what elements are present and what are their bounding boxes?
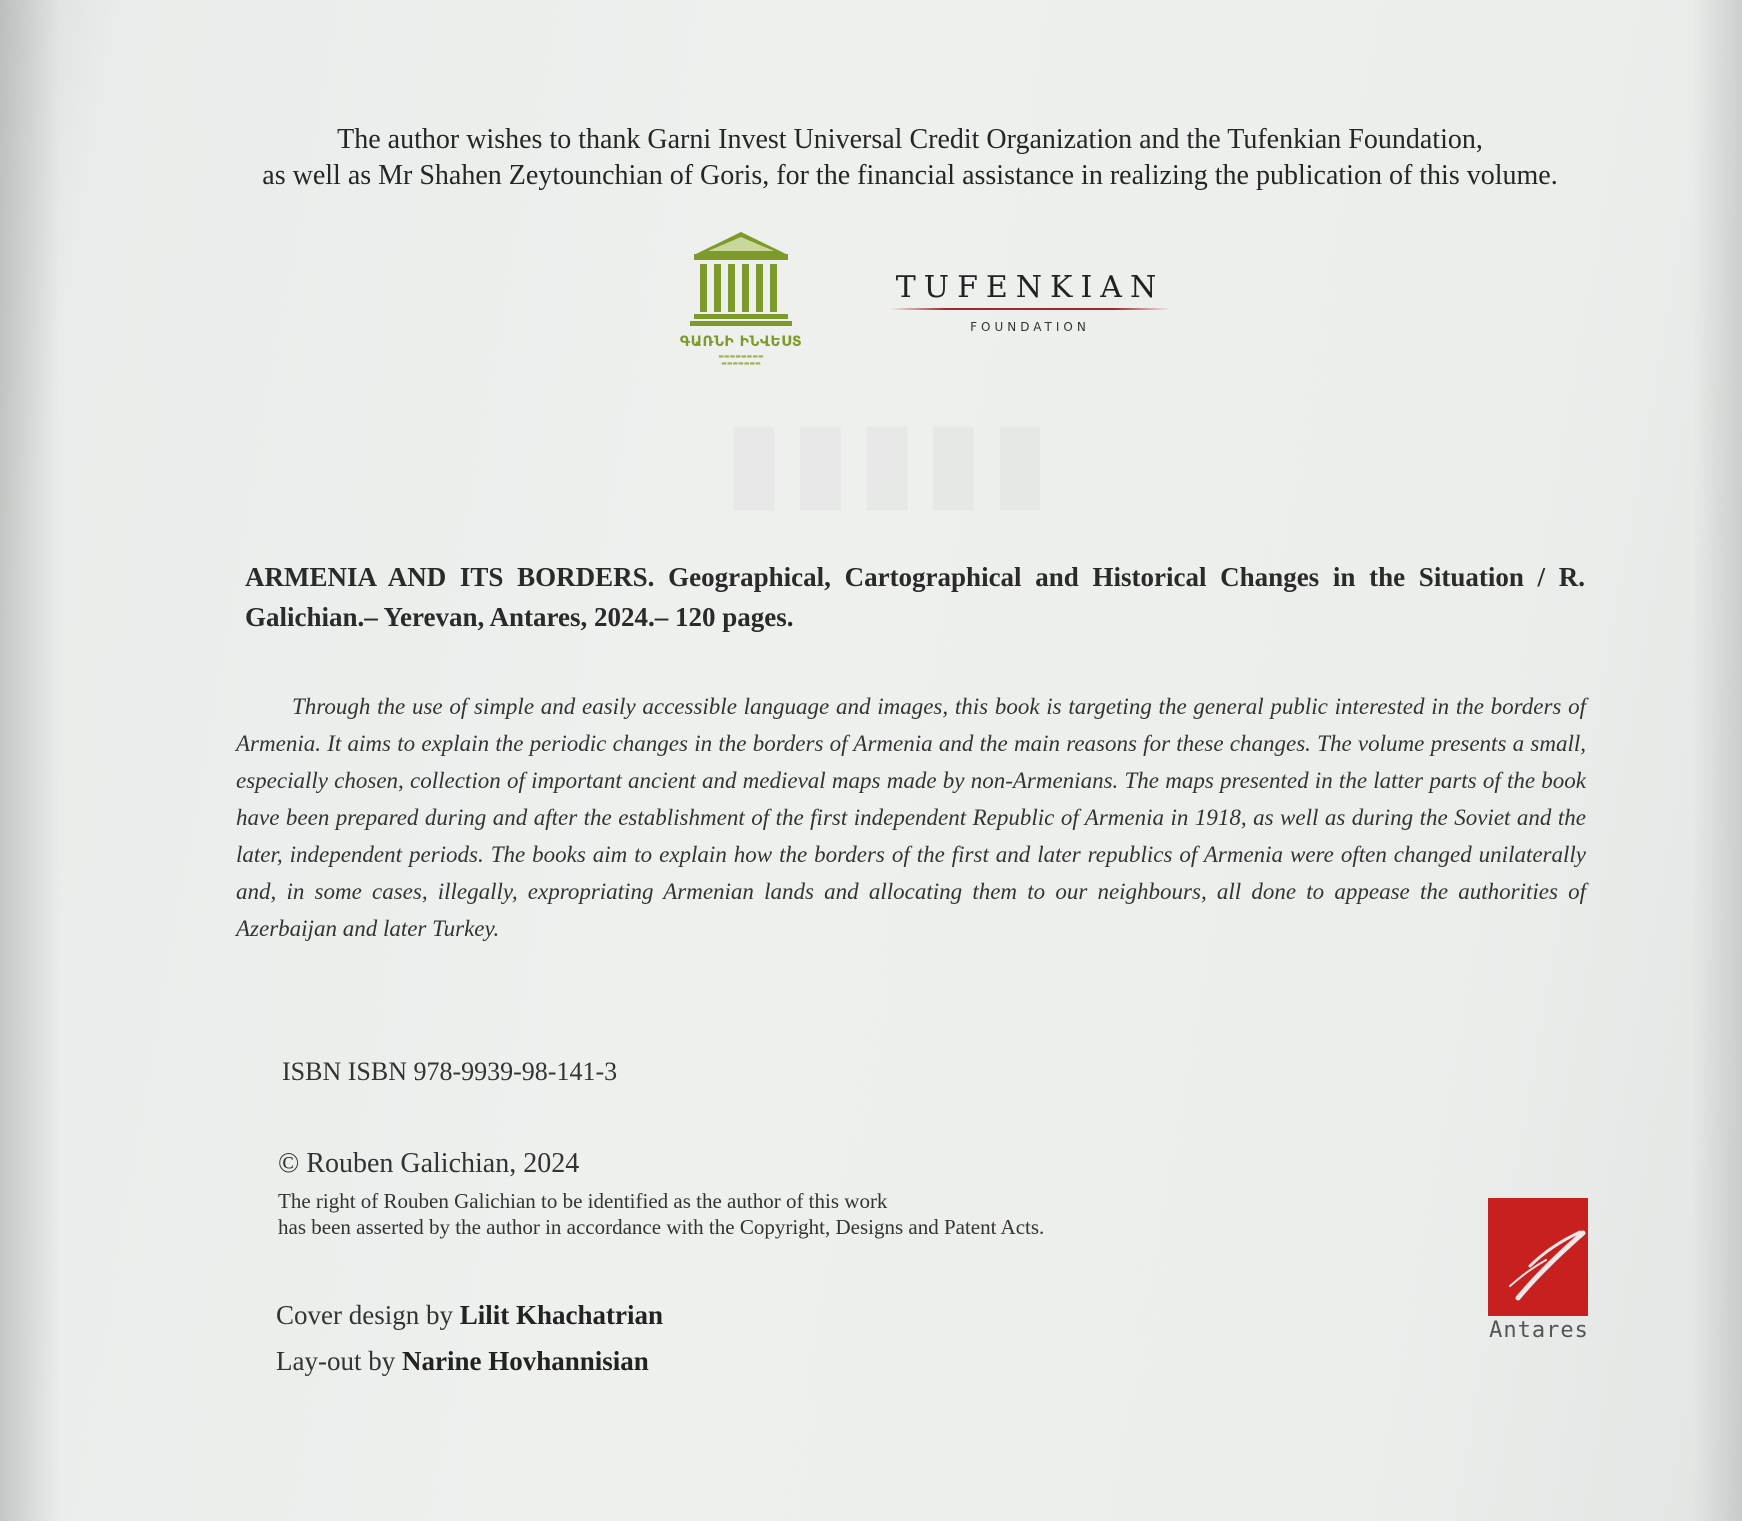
cover-design-credit [276,1300,663,1331]
book-details: Geographical, Cartographical and Historical Changes in the Situation / R. Galichian.– Yerevan, Antares, 2024.– 120 pages. [245,562,1585,632]
cover-design-label: Cover design by [276,1300,453,1330]
layout-label: Lay-out by [276,1346,396,1376]
moral-rights-notice [278,1188,1158,1240]
tufenkian-logo-text: TUFENKIAN [895,270,1165,305]
book-title: ARMENIA AND ITS BORDERS. [245,562,655,592]
acknowledgement [230,122,1590,194]
rights-line-1: The right of Rouben Galichian to be identified as the author of this work [278,1189,888,1213]
show-through-watermark: ▮▮▮▮▮ [723,395,1057,523]
rights-line-2: has been asserted by the author in accordance with the Copyright, Designs and Patent Acts. [278,1215,1045,1239]
garni-logo-subtext: ▬▬▬▬▬▬▬▬ ▬▬▬▬▬▬▬ [718,353,764,367]
tufenkian-logo-subtitle: FOUNDATION [970,320,1090,334]
page-shadow-right [1692,0,1742,1521]
isbn: ISBN ISBN 978-9939-98-141-3 [282,1057,618,1086]
layout-designer-name: Narine Hovhannisian [401,1346,649,1376]
garni-logo-text: ԳԱՌՆԻ ԻՆՎԵՍՏ [679,334,803,350]
book-abstract: Through the use of simple and easily accessible language and images, this book is targeting the general public interested in the borders of Armenia. It aims to explain the periodic changes in the borders of Armenia and the main reasons for these changes. The volume presents a small, especially chosen, collection of important ancient and medieval maps made by non-Armenians. The maps presented in the latter parts of the book have been prepared during and after the establishment of the first independent Republic of Armenia in 1918, as well as during the Soviet and the later, independent periods. The books aim to explain how the borders of the first and later republics of Armenia were often changed unilaterally and, in some cases, illegally, expropriating Armenian lands and allocating them to our neighbours, all done to appease the authorities of Azerbaijan and later Turkey. [236,694,1586,941]
copyright-line: © Rouben Galichian, 2024 [278,1148,580,1179]
bibliographic-entry [245,557,1585,637]
cover-designer-name: Lilit Khachatrian [459,1300,663,1330]
antares-logo-text: Antares [1489,1318,1589,1343]
acknowledgement-line-1: The author wishes to thank Garni Invest Universal Credit Organization and the Tufenkian Foundation, [337,124,1483,155]
acknowledgement-line-2: as well as Mr Shahen Zeytounchian of Goris, for the financial assistance in realizing the publication of this volume. [262,160,1558,191]
layout-credit [276,1346,649,1377]
antares-logo-icon [1488,1198,1588,1316]
page-shadow-left [0,0,60,1521]
tufenkian-logo-rule [890,308,1170,310]
